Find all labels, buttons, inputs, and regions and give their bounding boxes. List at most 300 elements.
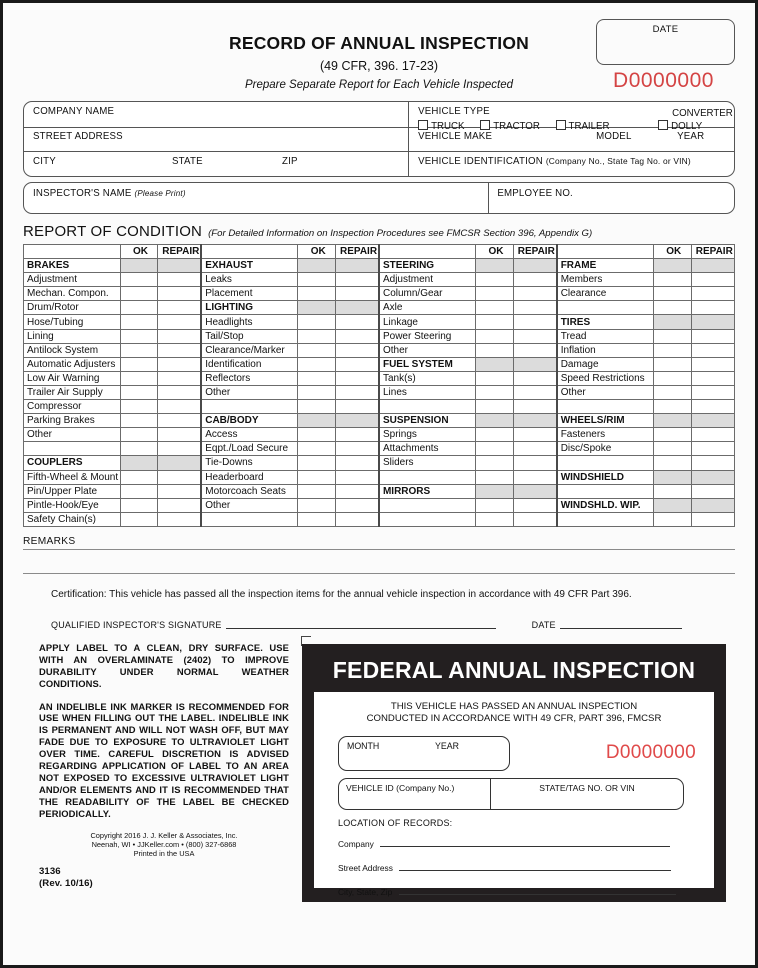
ok-checkbox-cell[interactable]: [476, 329, 514, 343]
ok-checkbox-cell[interactable]: [476, 442, 514, 456]
ok-checkbox-cell[interactable]: [298, 329, 336, 343]
inspection-item-label: Attachments: [379, 442, 476, 456]
records-company-label: Company: [338, 838, 374, 849]
inspection-item-label: Motorcoach Seats: [201, 484, 298, 498]
divider: [24, 151, 408, 152]
ok-checkbox-cell: [653, 470, 691, 484]
inspection-item-label: Clearance/Marker: [201, 343, 298, 357]
repair-checkbox-cell[interactable]: [691, 512, 734, 526]
repair-checkbox-cell[interactable]: [336, 484, 379, 498]
ok-checkbox-cell[interactable]: [476, 315, 514, 329]
repair-checkbox-cell[interactable]: [513, 329, 556, 343]
inspection-group-header: COUPLERS: [24, 456, 121, 470]
form-number-block: [39, 866, 289, 889]
repair-checkbox-cell[interactable]: [691, 484, 734, 498]
ok-checkbox-cell[interactable]: [653, 273, 691, 287]
inspector-name-label: [33, 188, 186, 199]
inspection-group-header: CAB/BODY: [201, 414, 298, 428]
repair-checkbox-cell: [691, 315, 734, 329]
ok-checkbox-cell[interactable]: [653, 329, 691, 343]
repair-checkbox-cell: [513, 484, 556, 498]
repair-checkbox-cell[interactable]: [336, 512, 379, 526]
records-company-line[interactable]: [380, 839, 670, 847]
checkbox-option-converter-dolly[interactable]: [658, 109, 733, 132]
inspection-item-label: Lining: [24, 329, 121, 343]
repair-checkbox-cell[interactable]: [513, 512, 556, 526]
ok-checkbox-cell[interactable]: [653, 385, 691, 399]
repair-checkbox-cell[interactable]: [158, 315, 201, 329]
repair-checkbox-cell[interactable]: [158, 442, 201, 456]
repair-checkbox-cell[interactable]: [158, 301, 201, 315]
repair-checkbox-cell: [158, 456, 201, 470]
inspection-group-header: LIGHTING: [201, 301, 298, 315]
table-row: [24, 512, 735, 526]
note-paragraph-1: APPLY LABEL TO A CLEAN, DRY SURFACE. USE WITH AN OVERLAMINATE (2402) TO IMPROVE DURABILITY UNDER NORMAL WEATHER CONDITIONS.: [39, 641, 289, 689]
column-header-ok: OK: [120, 245, 158, 259]
inspection-item-label: Pin/Upper Plate: [24, 484, 121, 498]
repair-checkbox-cell: [513, 414, 556, 428]
column-header-ok: OK: [653, 245, 691, 259]
empty-cell: [379, 498, 476, 512]
inspection-item-label: Headerboard: [201, 470, 298, 484]
empty-cell: [379, 512, 476, 526]
inspection-item-label: Column/Gear: [379, 287, 476, 301]
inspection-item-label: Power Steering: [379, 329, 476, 343]
repair-checkbox-cell[interactable]: [336, 385, 379, 399]
repair-checkbox-cell[interactable]: [336, 498, 379, 512]
ok-checkbox-cell: [120, 456, 158, 470]
repair-checkbox-cell[interactable]: [158, 512, 201, 526]
repair-checkbox-cell: [336, 301, 379, 315]
ok-checkbox-cell[interactable]: [298, 385, 336, 399]
ok-checkbox-cell[interactable]: [120, 343, 158, 357]
company-vehicle-block: [23, 101, 735, 177]
repair-checkbox-cell[interactable]: [158, 414, 201, 428]
repair-checkbox-cell[interactable]: [158, 371, 201, 385]
repair-checkbox-cell[interactable]: [158, 329, 201, 343]
repair-checkbox-cell[interactable]: [691, 456, 734, 470]
dolly-label: DOLLY: [671, 120, 703, 132]
inspection-item-label: Automatic Adjusters: [24, 357, 121, 371]
column-spacer: [24, 245, 121, 259]
ok-checkbox-cell[interactable]: [298, 484, 336, 498]
month-label: MONTH: [347, 740, 380, 751]
month-year-field[interactable]: [338, 736, 510, 771]
ok-checkbox-cell[interactable]: [120, 442, 158, 456]
repair-checkbox-cell[interactable]: [336, 428, 379, 442]
vehicle-id-field[interactable]: [338, 778, 684, 810]
repair-checkbox-cell[interactable]: [691, 329, 734, 343]
inspection-item-label: Tread: [557, 329, 654, 343]
repair-checkbox-cell[interactable]: [158, 498, 201, 512]
ok-checkbox-cell[interactable]: [653, 512, 691, 526]
form-number: 3136: [39, 866, 61, 878]
inspection-item-label: Placement: [201, 287, 298, 301]
repair-checkbox-cell[interactable]: [513, 315, 556, 329]
inspection-item-label: Drum/Rotor: [24, 301, 121, 315]
ok-checkbox-cell[interactable]: [120, 371, 158, 385]
ok-checkbox-cell: [653, 498, 691, 512]
table-header-row: [24, 245, 735, 259]
inspection-item-label: Lines: [379, 385, 476, 399]
repair-checkbox-cell: [513, 259, 556, 273]
repair-checkbox-cell[interactable]: [691, 273, 734, 287]
table-row: [24, 414, 735, 428]
repair-checkbox-cell[interactable]: [513, 498, 556, 512]
column-spacer: [201, 245, 298, 259]
state-label: STATE: [172, 156, 203, 167]
ok-checkbox-cell[interactable]: [298, 512, 336, 526]
empty-cell: [557, 400, 654, 414]
inspection-item-label: Tank(s): [379, 371, 476, 385]
repair-checkbox-cell: [513, 357, 556, 371]
inspection-group-header: BRAKES: [24, 259, 121, 273]
ok-checkbox-cell[interactable]: [120, 498, 158, 512]
records-city-row[interactable]: [338, 887, 676, 897]
inspection-item-label: Parking Brakes: [24, 414, 121, 428]
ok-checkbox-cell[interactable]: [476, 428, 514, 442]
inspection-item-label: Reflectors: [201, 371, 298, 385]
table-row: [24, 498, 735, 512]
repair-checkbox-cell[interactable]: [513, 385, 556, 399]
repair-checkbox-cell[interactable]: [158, 343, 201, 357]
ok-checkbox-cell[interactable]: [298, 273, 336, 287]
ok-checkbox-cell[interactable]: [476, 512, 514, 526]
repair-checkbox-cell[interactable]: [691, 357, 734, 371]
label-title: FEDERAL ANNUAL INSPECTION: [332, 656, 696, 683]
inspection-item-label: Safety Chain(s): [24, 512, 121, 526]
column-header-repair: REPAIR: [158, 245, 201, 259]
repair-checkbox-cell[interactable]: [336, 357, 379, 371]
records-street-row[interactable]: [338, 863, 671, 873]
ok-checkbox-cell[interactable]: [120, 470, 158, 484]
table-row: [24, 343, 735, 357]
copyright-line-1: Copyright 2016 J. J. Keller & Associates, Inc.: [90, 830, 238, 840]
repair-checkbox-cell[interactable]: [513, 287, 556, 301]
table-row: [24, 400, 735, 414]
inspection-item-label: Trailer Air Supply: [24, 385, 121, 399]
repair-checkbox-cell[interactable]: [513, 273, 556, 287]
inspection-item-label: Springs: [379, 428, 476, 442]
repair-checkbox-cell: [336, 414, 379, 428]
ok-checkbox-cell[interactable]: [120, 301, 158, 315]
inspection-item-label: Adjustment: [24, 273, 121, 287]
inspection-group-header: WHEELS/RIM: [557, 414, 654, 428]
remarks-section: [23, 536, 735, 630]
repair-checkbox-cell[interactable]: [336, 400, 379, 414]
federal-inspection-label: [302, 644, 726, 902]
page-title: RECORD OF ANNUAL INSPECTION: [229, 33, 529, 53]
inspection-item-label: Leaks: [201, 273, 298, 287]
inspection-group-header: MIRRORS: [379, 484, 476, 498]
inspection-item-label: Inflation: [557, 343, 654, 357]
zip-label: ZIP: [282, 156, 298, 167]
empty-cell: [379, 470, 476, 484]
ok-checkbox-cell[interactable]: [476, 385, 514, 399]
empty-cell: [557, 512, 654, 526]
table-row: [24, 329, 735, 343]
inspection-group-header: WINDSHIELD: [557, 470, 654, 484]
repair-checkbox-cell[interactable]: [513, 343, 556, 357]
ok-checkbox-cell: [476, 484, 514, 498]
column-spacer: [379, 245, 476, 259]
report-heading-note: (For Detailed Information on Inspection Procedures see FMCSR Section 396, Appendix G): [208, 228, 593, 239]
ok-checkbox-cell[interactable]: [298, 428, 336, 442]
repair-checkbox-cell[interactable]: [691, 400, 734, 414]
divider: [24, 127, 408, 128]
ok-checkbox-cell[interactable]: [476, 470, 514, 484]
table-row: [24, 470, 735, 484]
ok-checkbox-cell: [653, 259, 691, 273]
ok-checkbox-cell: [653, 315, 691, 329]
ok-checkbox-cell[interactable]: [120, 385, 158, 399]
column-header-repair: REPAIR: [336, 245, 379, 259]
repair-checkbox-cell[interactable]: [336, 343, 379, 357]
checkbox-label: TRACTOR: [493, 121, 540, 132]
ok-checkbox-cell: [476, 414, 514, 428]
ok-checkbox-cell[interactable]: [298, 498, 336, 512]
empty-cell: [557, 301, 654, 315]
inspection-group-header: STEERING: [379, 259, 476, 273]
ok-checkbox-cell[interactable]: [298, 442, 336, 456]
repair-checkbox-cell: [691, 414, 734, 428]
inspection-item-label: Tie-Downs: [201, 456, 298, 470]
ok-checkbox-cell[interactable]: [298, 287, 336, 301]
ok-checkbox-cell[interactable]: [120, 273, 158, 287]
table-row: [24, 428, 735, 442]
ok-checkbox-cell[interactable]: [476, 498, 514, 512]
ok-checkbox-cell[interactable]: [298, 470, 336, 484]
repair-checkbox-cell[interactable]: [513, 442, 556, 456]
vin-label-text: VEHICLE IDENTIFICATION: [418, 156, 543, 167]
table-row: [24, 484, 735, 498]
ok-checkbox-cell[interactable]: [653, 484, 691, 498]
records-company-row[interactable]: [338, 839, 670, 849]
converter-label: CONVERTER: [672, 108, 733, 119]
date-field[interactable]: [596, 19, 735, 65]
serial-number-top: D0000000: [613, 69, 714, 92]
ok-checkbox-cell[interactable]: [653, 357, 691, 371]
table-row: [24, 442, 735, 456]
company-name-label: COMPANY NAME: [33, 106, 115, 117]
repair-checkbox-cell[interactable]: [691, 442, 734, 456]
remarks-line-2[interactable]: [23, 573, 735, 574]
repair-checkbox-cell[interactable]: [336, 456, 379, 470]
repair-checkbox-cell[interactable]: [158, 287, 201, 301]
inspection-item-label: Linkage: [379, 315, 476, 329]
label-card: [314, 692, 714, 897]
repair-checkbox-cell[interactable]: [158, 357, 201, 371]
records-city-line[interactable]: [399, 887, 676, 895]
repair-checkbox-cell[interactable]: [691, 301, 734, 315]
remarks-line-1[interactable]: [23, 549, 735, 550]
city-label: CITY: [33, 156, 56, 167]
ok-checkbox-cell[interactable]: [653, 456, 691, 470]
employee-no-label: EMPLOYEE NO.: [497, 188, 573, 199]
ok-checkbox-cell[interactable]: [653, 400, 691, 414]
repair-checkbox-cell: [691, 470, 734, 484]
repair-checkbox-cell[interactable]: [691, 343, 734, 357]
ok-checkbox-cell[interactable]: [476, 343, 514, 357]
ok-checkbox-cell[interactable]: [298, 456, 336, 470]
empty-cell: [557, 484, 654, 498]
ok-checkbox-cell[interactable]: [120, 287, 158, 301]
inspection-item-label: Fasteners: [557, 428, 654, 442]
ok-checkbox-cell: [298, 301, 336, 315]
ok-checkbox-cell[interactable]: [120, 414, 158, 428]
model-label: MODEL: [596, 131, 632, 142]
report-heading-text: REPORT OF CONDITION: [23, 223, 203, 240]
ok-checkbox-cell[interactable]: [298, 357, 336, 371]
repair-checkbox-cell[interactable]: [336, 442, 379, 456]
ok-checkbox-cell[interactable]: [120, 329, 158, 343]
ok-checkbox-cell[interactable]: [476, 456, 514, 470]
application-notes: [39, 642, 289, 889]
inspection-item-label: Tail/Stop: [201, 329, 298, 343]
ok-checkbox-cell[interactable]: [298, 343, 336, 357]
signature-input-line[interactable]: [226, 619, 496, 629]
inspection-item-label: Headlights: [201, 315, 298, 329]
repair-checkbox-cell[interactable]: [158, 428, 201, 442]
checkbox-icon[interactable]: [480, 120, 490, 130]
table-row: [24, 385, 735, 399]
repair-checkbox-cell[interactable]: [158, 385, 201, 399]
repair-checkbox-cell[interactable]: [336, 371, 379, 385]
ok-checkbox-cell[interactable]: [476, 400, 514, 414]
repair-checkbox-cell[interactable]: [158, 470, 201, 484]
inspection-item-label: Adjustment: [379, 273, 476, 287]
signature-date-input-line[interactable]: [560, 619, 682, 629]
inspection-item-label: Other: [201, 498, 298, 512]
ok-checkbox-cell[interactable]: [120, 484, 158, 498]
column-header-repair: REPAIR: [513, 245, 556, 259]
table-row: [24, 301, 735, 315]
ok-checkbox-cell[interactable]: [120, 315, 158, 329]
checkbox-icon[interactable]: [556, 120, 566, 130]
passed-line-1: THIS VEHICLE HAS PASSED AN ANNUAL INSPECTION: [390, 700, 638, 712]
passed-statement: [324, 701, 704, 726]
inspection-item-label: Identification: [201, 357, 298, 371]
ok-checkbox-cell[interactable]: [653, 343, 691, 357]
copyright-line-3: Printed in the USA: [133, 848, 195, 858]
inspection-item-label: Damage: [557, 357, 654, 371]
inspection-item-label: Access: [201, 428, 298, 442]
ok-checkbox-cell: [653, 414, 691, 428]
inspection-item-label: Other: [24, 428, 121, 442]
records-street-line[interactable]: [399, 863, 671, 871]
ok-checkbox-cell[interactable]: [476, 301, 514, 315]
checkbox-icon[interactable]: [418, 120, 428, 130]
repair-checkbox-cell[interactable]: [513, 371, 556, 385]
serial-number-label: D0000000: [605, 741, 696, 763]
column-header-repair: REPAIR: [691, 245, 734, 259]
vehicle-id-label: VEHICLE ID (Company No.): [339, 779, 491, 809]
inspection-item-label: Axle: [379, 301, 476, 315]
ok-checkbox-cell[interactable]: [653, 287, 691, 301]
inspection-item-label: Compressor: [24, 400, 121, 414]
repair-checkbox-cell[interactable]: [158, 484, 201, 498]
form-revision: (Rev. 10/16): [39, 877, 93, 889]
regulation-subtitle: (49 CFR, 396. 17-23): [319, 59, 439, 73]
inspector-block: [23, 182, 735, 214]
state-tag-label: STATE/TAG NO. OR VIN: [539, 782, 635, 793]
checkbox-label: TRUCK: [431, 121, 465, 132]
checkbox-label: TRAILER: [568, 121, 610, 132]
header-tagline: Prepare Separate Report for Each Vehicle Inspected: [244, 79, 514, 91]
repair-checkbox-cell[interactable]: [336, 315, 379, 329]
repair-checkbox-cell[interactable]: [336, 470, 379, 484]
repair-checkbox-cell[interactable]: [513, 456, 556, 470]
ok-checkbox-cell[interactable]: [298, 315, 336, 329]
vehicle-identification-label: [418, 156, 691, 167]
repair-checkbox-cell[interactable]: [513, 428, 556, 442]
inspection-item-label: Sliders: [379, 456, 476, 470]
ok-checkbox-cell[interactable]: [120, 428, 158, 442]
inspection-item-label: Hose/Tubing: [24, 315, 121, 329]
passed-line-2: CONDUCTED IN ACCORDANCE WITH 49 CFR, PART 396, FMCSR: [366, 713, 662, 725]
repair-checkbox-cell[interactable]: [336, 287, 379, 301]
repair-checkbox-cell[interactable]: [691, 385, 734, 399]
checkbox-icon[interactable]: [658, 120, 668, 130]
repair-checkbox-cell: [158, 259, 201, 273]
repair-checkbox-cell[interactable]: [336, 273, 379, 287]
inspector-name-text: INSPECTOR'S NAME: [33, 188, 132, 199]
repair-checkbox-cell[interactable]: [513, 470, 556, 484]
report-of-condition-heading: [23, 223, 735, 240]
ok-checkbox-cell[interactable]: [120, 512, 158, 526]
ok-checkbox-cell[interactable]: [653, 301, 691, 315]
ok-checkbox-cell[interactable]: [298, 400, 336, 414]
repair-checkbox-cell[interactable]: [691, 428, 734, 442]
repair-checkbox-cell[interactable]: [513, 400, 556, 414]
repair-checkbox-cell[interactable]: [158, 273, 201, 287]
ok-checkbox-cell: [476, 357, 514, 371]
column-header-ok: OK: [298, 245, 336, 259]
table-row: [24, 456, 735, 470]
divider: [488, 183, 489, 213]
ok-checkbox-cell[interactable]: [653, 371, 691, 385]
ok-checkbox-cell[interactable]: [120, 400, 158, 414]
table-row: [24, 315, 735, 329]
inspection-item-label: Fifth-Wheel & Mount: [24, 470, 121, 484]
repair-checkbox-cell[interactable]: [336, 329, 379, 343]
ok-checkbox-cell[interactable]: [120, 357, 158, 371]
ok-checkbox-cell[interactable]: [653, 428, 691, 442]
remarks-label: REMARKS: [23, 535, 76, 547]
inspection-group-header: TIRES: [557, 315, 654, 329]
ok-checkbox-cell: [476, 259, 514, 273]
repair-checkbox-cell[interactable]: [158, 400, 201, 414]
vehicle-type-label: VEHICLE TYPE: [418, 106, 490, 117]
empty-cell: [379, 400, 476, 414]
inspection-item-label: Speed Restrictions: [557, 371, 654, 385]
year-label: YEAR: [677, 131, 705, 142]
vehicle-make-label: VEHICLE MAKE: [418, 131, 493, 142]
repair-checkbox-cell[interactable]: [513, 301, 556, 315]
note-paragraph-2: AN INDELIBLE INK MARKER IS RECOMMENDED FOR USE WHEN FILLING OUT THE LABEL. INDELIBLE INK IS PERMANENT AND WILL NOT WASH OFF, BUT MAY FADE DUE TO EXPOSURE TO ULTRAVIOLET LIGHT OVER TIME. CAREFUL DISCRETION IS ADVISED REGARDING APPLICATION OF LABEL TO AN AREA NOT EXPOSED TO EXCESSIVE ULTRAVIOLET LIGHT AND/OR ELEMENTS AND IT IS RECOMMENDED THAT THE READABILITY OF THE LABEL BE CHECKED PERIODICALLY.: [39, 700, 289, 819]
table-row: [24, 273, 735, 287]
repair-checkbox-cell[interactable]: [691, 371, 734, 385]
ok-checkbox-cell[interactable]: [476, 371, 514, 385]
repair-checkbox-cell[interactable]: [691, 287, 734, 301]
ok-checkbox-cell[interactable]: [653, 442, 691, 456]
inspection-group-header: FRAME: [557, 259, 654, 273]
ok-checkbox-cell[interactable]: [476, 273, 514, 287]
ok-checkbox-cell[interactable]: [298, 371, 336, 385]
signature-label: QUALIFIED INSPECTOR'S SIGNATURE: [51, 619, 222, 630]
empty-cell: [201, 400, 298, 414]
ok-checkbox-cell[interactable]: [476, 287, 514, 301]
